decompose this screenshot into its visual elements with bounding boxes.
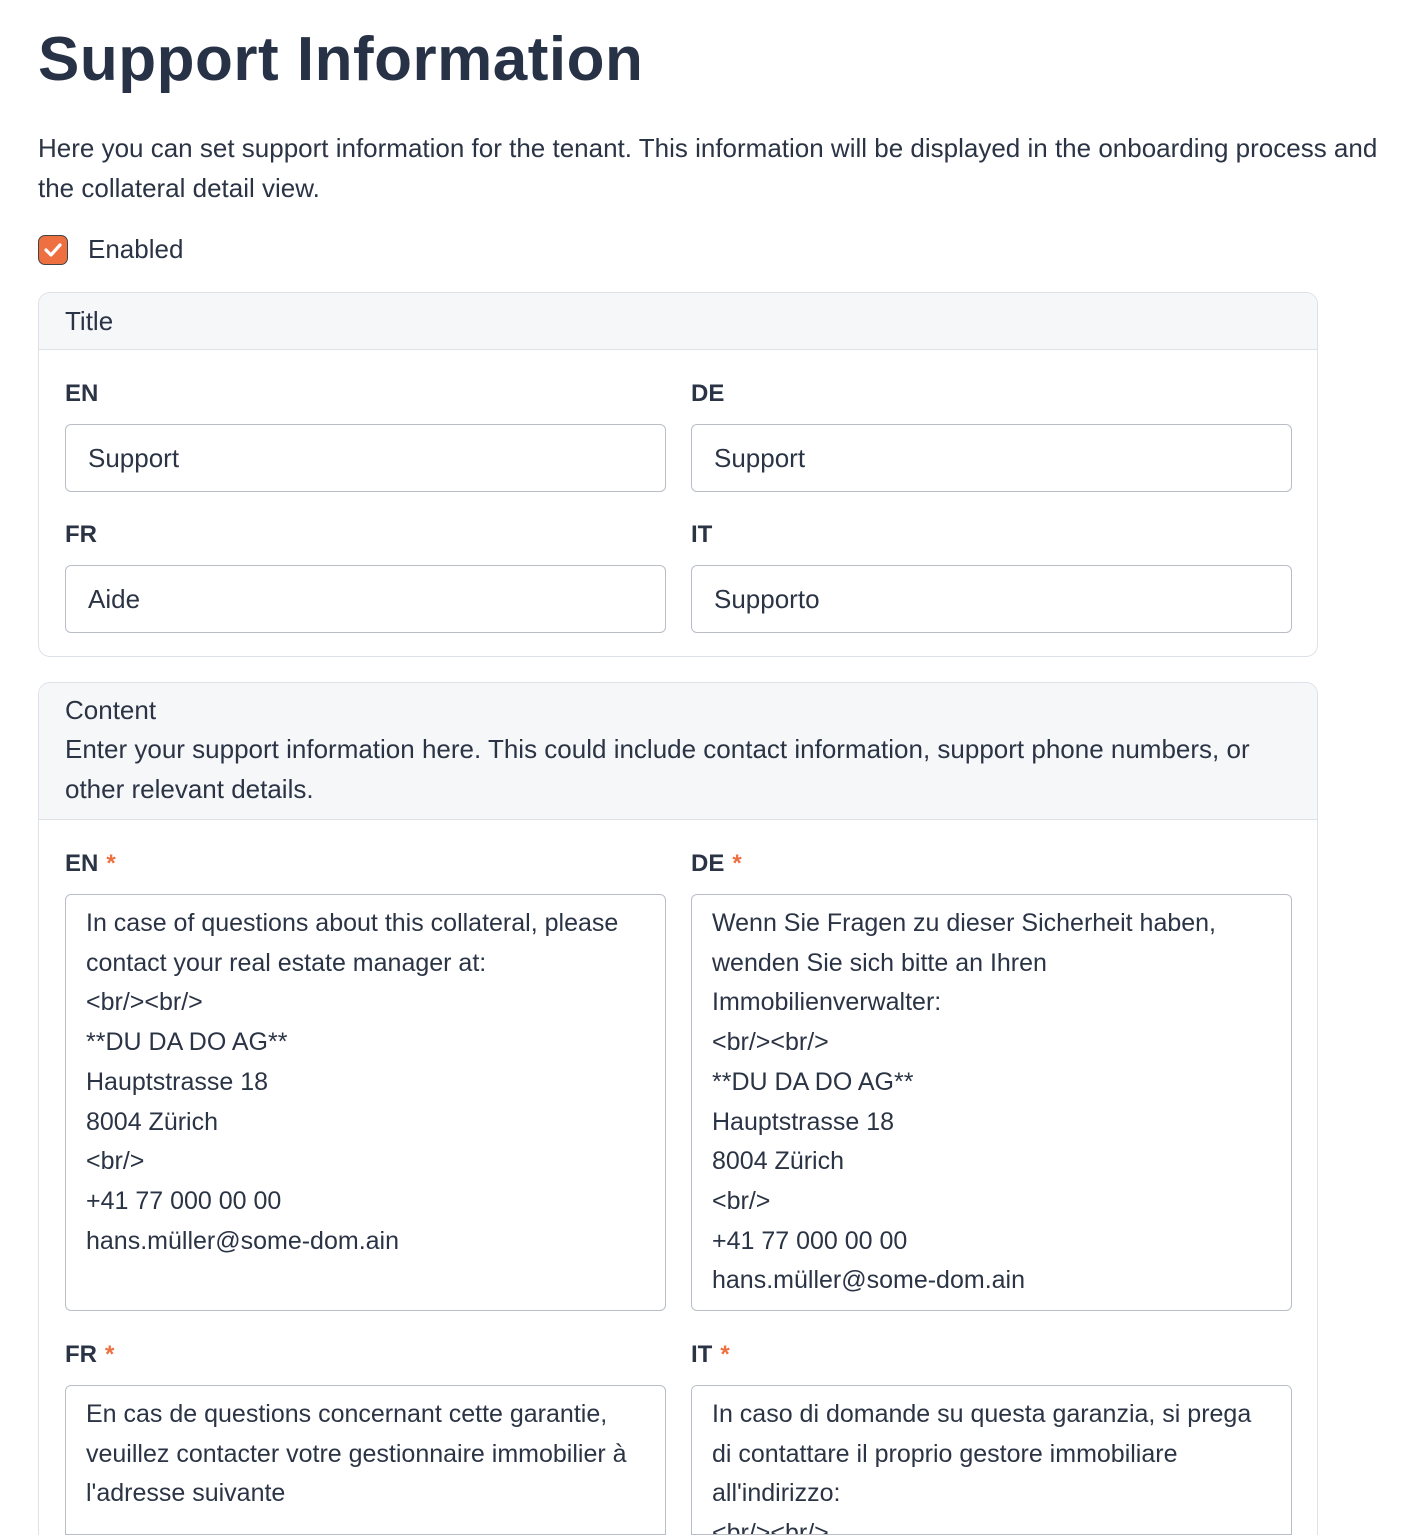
required-mark: *	[105, 1341, 115, 1368]
title-fr-label: FR	[65, 521, 97, 548]
page-title: Support Information	[38, 25, 644, 94]
content-it-textarea[interactable]	[691, 1385, 1292, 1535]
page-description: Here you can set support information for the tenant. This information will be displayed in the onboarding process and the collateral detail view.	[38, 133, 1378, 203]
required-mark: *	[732, 850, 742, 877]
content-de-label: DE *	[691, 850, 742, 877]
title-card-heading: Title	[65, 306, 114, 336]
required-mark: *	[106, 850, 116, 877]
content-en-textarea[interactable]	[65, 894, 666, 1311]
content-card-heading: Content	[65, 695, 157, 725]
enabled-checkbox[interactable]	[38, 234, 183, 265]
title-de-input[interactable]	[691, 424, 1292, 492]
enabled-label: Enabled	[88, 234, 184, 264]
content-card-header	[39, 683, 1317, 820]
content-en-label: EN *	[65, 850, 116, 877]
title-it-label: IT	[691, 521, 713, 548]
title-en-label: EN	[65, 380, 99, 407]
title-card	[38, 292, 1318, 657]
title-de-label: DE	[691, 380, 725, 407]
title-card-header	[39, 293, 1317, 350]
checkbox-checked-icon[interactable]	[38, 235, 68, 265]
content-de-textarea[interactable]	[691, 894, 1292, 1311]
title-it-input[interactable]	[691, 565, 1292, 633]
required-mark: *	[720, 1341, 730, 1368]
content-card-subheading: Enter your support information here. This could include contact information, support phone numbers, or other relevant details.	[65, 734, 1250, 804]
content-card	[38, 682, 1318, 1535]
content-fr-textarea[interactable]	[65, 1385, 666, 1535]
content-fr-label: FR *	[65, 1341, 115, 1368]
content-it-label: IT *	[691, 1341, 730, 1368]
title-fr-input[interactable]	[65, 565, 666, 633]
title-en-input[interactable]	[65, 424, 666, 492]
